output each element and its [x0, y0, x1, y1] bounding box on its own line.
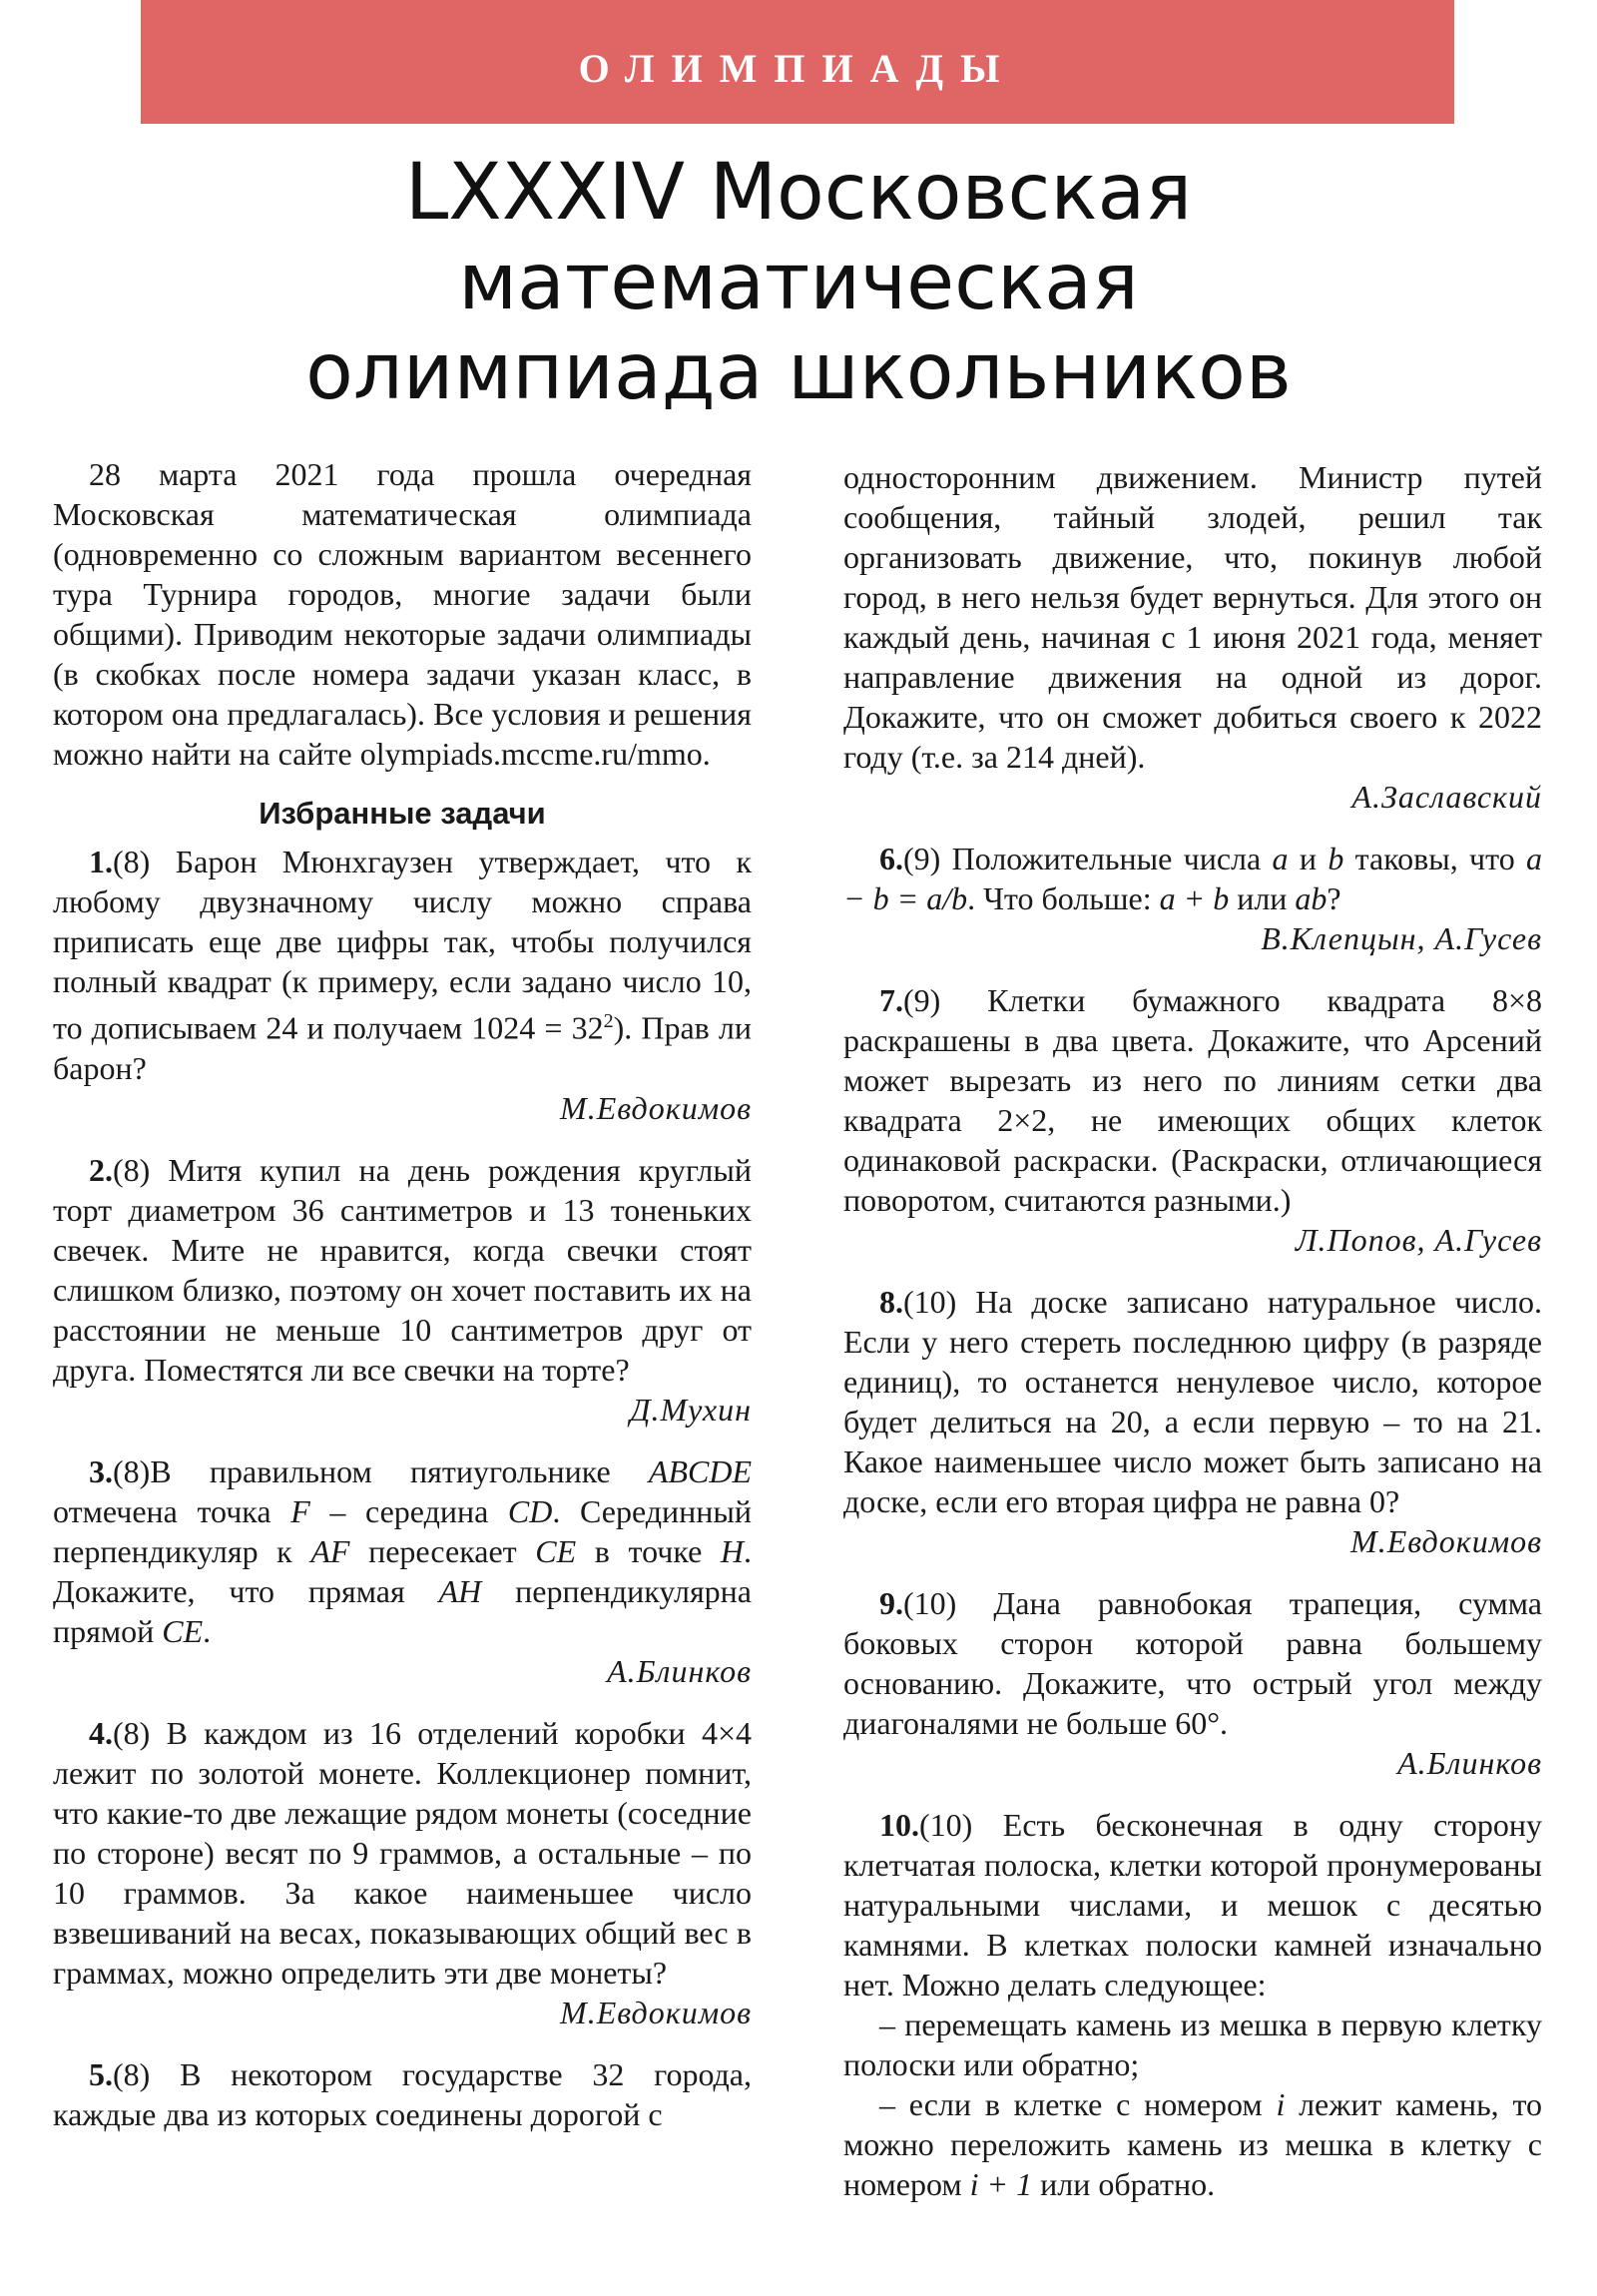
- problem-author: В.Клепцын, А.Гусев: [1261, 920, 1542, 956]
- problem-7: 7.(9) Клетки бумажного квадрата 8×8 раскрашены в два цвета. Докажите, что Арсений может вырезать из него по линиям сетки два квадрата 2×2, не имеющих общих клеток одинаковой раскраски. (Раскраски, отличающиеся поворотом, считаются разными.) Л.Попов, А.Гусев: [843, 982, 1543, 1258]
- problem-grade: (8): [113, 844, 151, 879]
- problem-number: 3.: [89, 1452, 113, 1489]
- intro-paragraph: 28 марта 2021 года прошла очередная Московская математическая олимпиада (одновременно со сложным вариантом весеннего тура Турнира городов, многие задачи были общими). Приводим некоторые задачи олимпиады (в скобках после номера задачи указан класс, в котором она предлагалась). Все условия и решения можно найти на сайте olympiads.mccme.ru/mmo.: [53, 456, 752, 772]
- problem-grade: (9): [903, 982, 941, 1018]
- problem-author: А.Блинков: [607, 1652, 752, 1689]
- problem-grade: (8): [113, 1714, 151, 1751]
- problem-5-continued: односторонним движением. Министр путей сообщения, тайный злодей, решил так организовать движение, что, покинув любой город, в него нельзя будет вернуться. Для этого он каждый день, начиная с 1 июня 2021 года, меняет направление движения на одной из дорог. Докажите, что он сможет добиться своего к 2022 году (т.е. за 214 дней). А.Заславский: [843, 459, 1542, 815]
- problem-number: 10.: [879, 1807, 919, 1843]
- problem-5-start: 5.(8) В некотором государстве 32 города, каждые два из которых соединены дорогой с: [53, 2055, 753, 2132]
- problem-grade: (8): [113, 1151, 151, 1188]
- problem-8: 8.(10) На доске записано натуральное число. Если у него стереть последнюю цифру (в разряде единиц), то останется ненулевое число, которое будет делиться на 20, а если первую – то на 21. Какое наименьшее число может быть записано на доске, если его вторая цифра не равна 0? М.Евдокимов: [843, 1284, 1543, 1559]
- problem-author: А.Блинков: [1397, 1745, 1542, 1781]
- left-column: [53, 454, 752, 2156]
- rubric-label: ОЛИМПИАДЫ: [578, 45, 1017, 91]
- title-line-2: математическая: [458, 238, 1139, 327]
- problem-number: 4.: [89, 1714, 113, 1751]
- problem-grade: (10): [903, 1585, 957, 1621]
- problem-4: 4.(8) В каждом из 16 отделений коробки 4×4 лежит по золотой монете. Коллекционер помнит, что какие-то две лежащие рядом монеты (соседние по стороне) весят по 9 граммов, а остальные – по 10 граммов. За какое наименьшее число взвешиваний на весах, показывающих общий вес в граммах, можно определить эти две монеты? М.Евдокимов: [53, 1714, 752, 2030]
- problem-grade: (8): [113, 2055, 151, 2092]
- problem-number: 9.: [879, 1585, 903, 1621]
- problem-number: 7.: [879, 982, 903, 1018]
- problem-author: М.Евдокимов: [560, 1089, 752, 1126]
- problem-2: 2.(8) Митя купил на день рождения круглый торт диаметром 36 сантиметров и 13 тоненьких свечек. Мите не нравится, когда свечки стоят слишком близко, поэтому он хочет поставить их на расстоянии не меньше 10 сантиметров друг от друга. Поместятся ли все свечки на торте? Д.Мухин: [53, 1151, 752, 1428]
- problem-author: А.Заславский: [1351, 779, 1542, 815]
- problem-grade: (10): [903, 1284, 957, 1320]
- problem-3: 3.(8)В правильном пятиугольнике ABCDE отмечена точка F – середина CD. Серединный перпендикуляр к AF пересекает CE в точке H. Докажите, что прямая AH перпендикулярна прямой CE. А.Блинков: [53, 1452, 753, 1689]
- problem-grade: (10): [919, 1807, 973, 1843]
- problem-number: 1.: [89, 844, 113, 879]
- problem-number: 6.: [879, 841, 903, 876]
- problem-1: 1.(8) Барон Мюнхгаузен утверждает, что к любому двузначному числу можно справа приписать еще две цифры так, чтобы получился полный квадрат (к примеру, если задано число 10, то дописываем 24 и получаем $1024 = 32^2$). Прав ли барон? М.Евдокимов: [53, 844, 753, 1126]
- problem-6: 6.(9) Положительные числа a и b таковы, что a − b = a/b. Что больше: a + b или ab? В.Клепцын, А.Гусев: [843, 841, 1543, 956]
- problem-10-rule-2: – если в клетке с номером i лежит камень, то можно переложить камень из мешка в клетку с номером i + 1 или обратно.: [843, 2086, 1543, 2202]
- right-column: [843, 457, 1542, 2226]
- rubric-banner: [141, 0, 1454, 124]
- title-line-1: LXXXIV Московская: [404, 148, 1193, 238]
- section-title: Избранные задачи: [259, 796, 546, 831]
- title-line-3: олимпиада школьников: [305, 327, 1292, 417]
- problem-author: Д.Мухин: [630, 1391, 752, 1428]
- problem-number: 2.: [89, 1151, 113, 1188]
- problem-number: 8.: [879, 1284, 903, 1320]
- problem-author: Л.Попов, А.Гусев: [1295, 1222, 1542, 1258]
- problem-author: М.Евдокимов: [1350, 1523, 1542, 1559]
- problem-10-rule-1: – перемещать камень из мешка в первую клетку полоски или обратно;: [843, 2007, 1542, 2082]
- problem-grade: (9): [903, 841, 941, 876]
- problem-number: 5.: [89, 2055, 113, 2092]
- problem-author: М.Евдокимов: [560, 1994, 752, 2030]
- problem-9: 9.(10) Дана равнобокая трапеция, сумма боковых сторон которой равна большему основанию. Докажите, что острый угол между диагоналями не больше 60°. А.Блинков: [843, 1585, 1543, 1781]
- problem-grade: (8): [113, 1452, 151, 1489]
- article-title: [100, 148, 1497, 417]
- problem-10: 10.(10) Есть бесконечная в одну сторону клетчатая полоска, клетки которой пронумерованы натуральными числами, и мешок с десятью камнями. В клетках полоски камней изначально нет. Можно делать следующее: – перемещать камень из мешка в первую клетку полоски или обратно; – если в клетке с номером i лежит камень, то можно переложить камень из мешка в клетку с номером i + 1 или обратно.: [843, 1807, 1543, 2202]
